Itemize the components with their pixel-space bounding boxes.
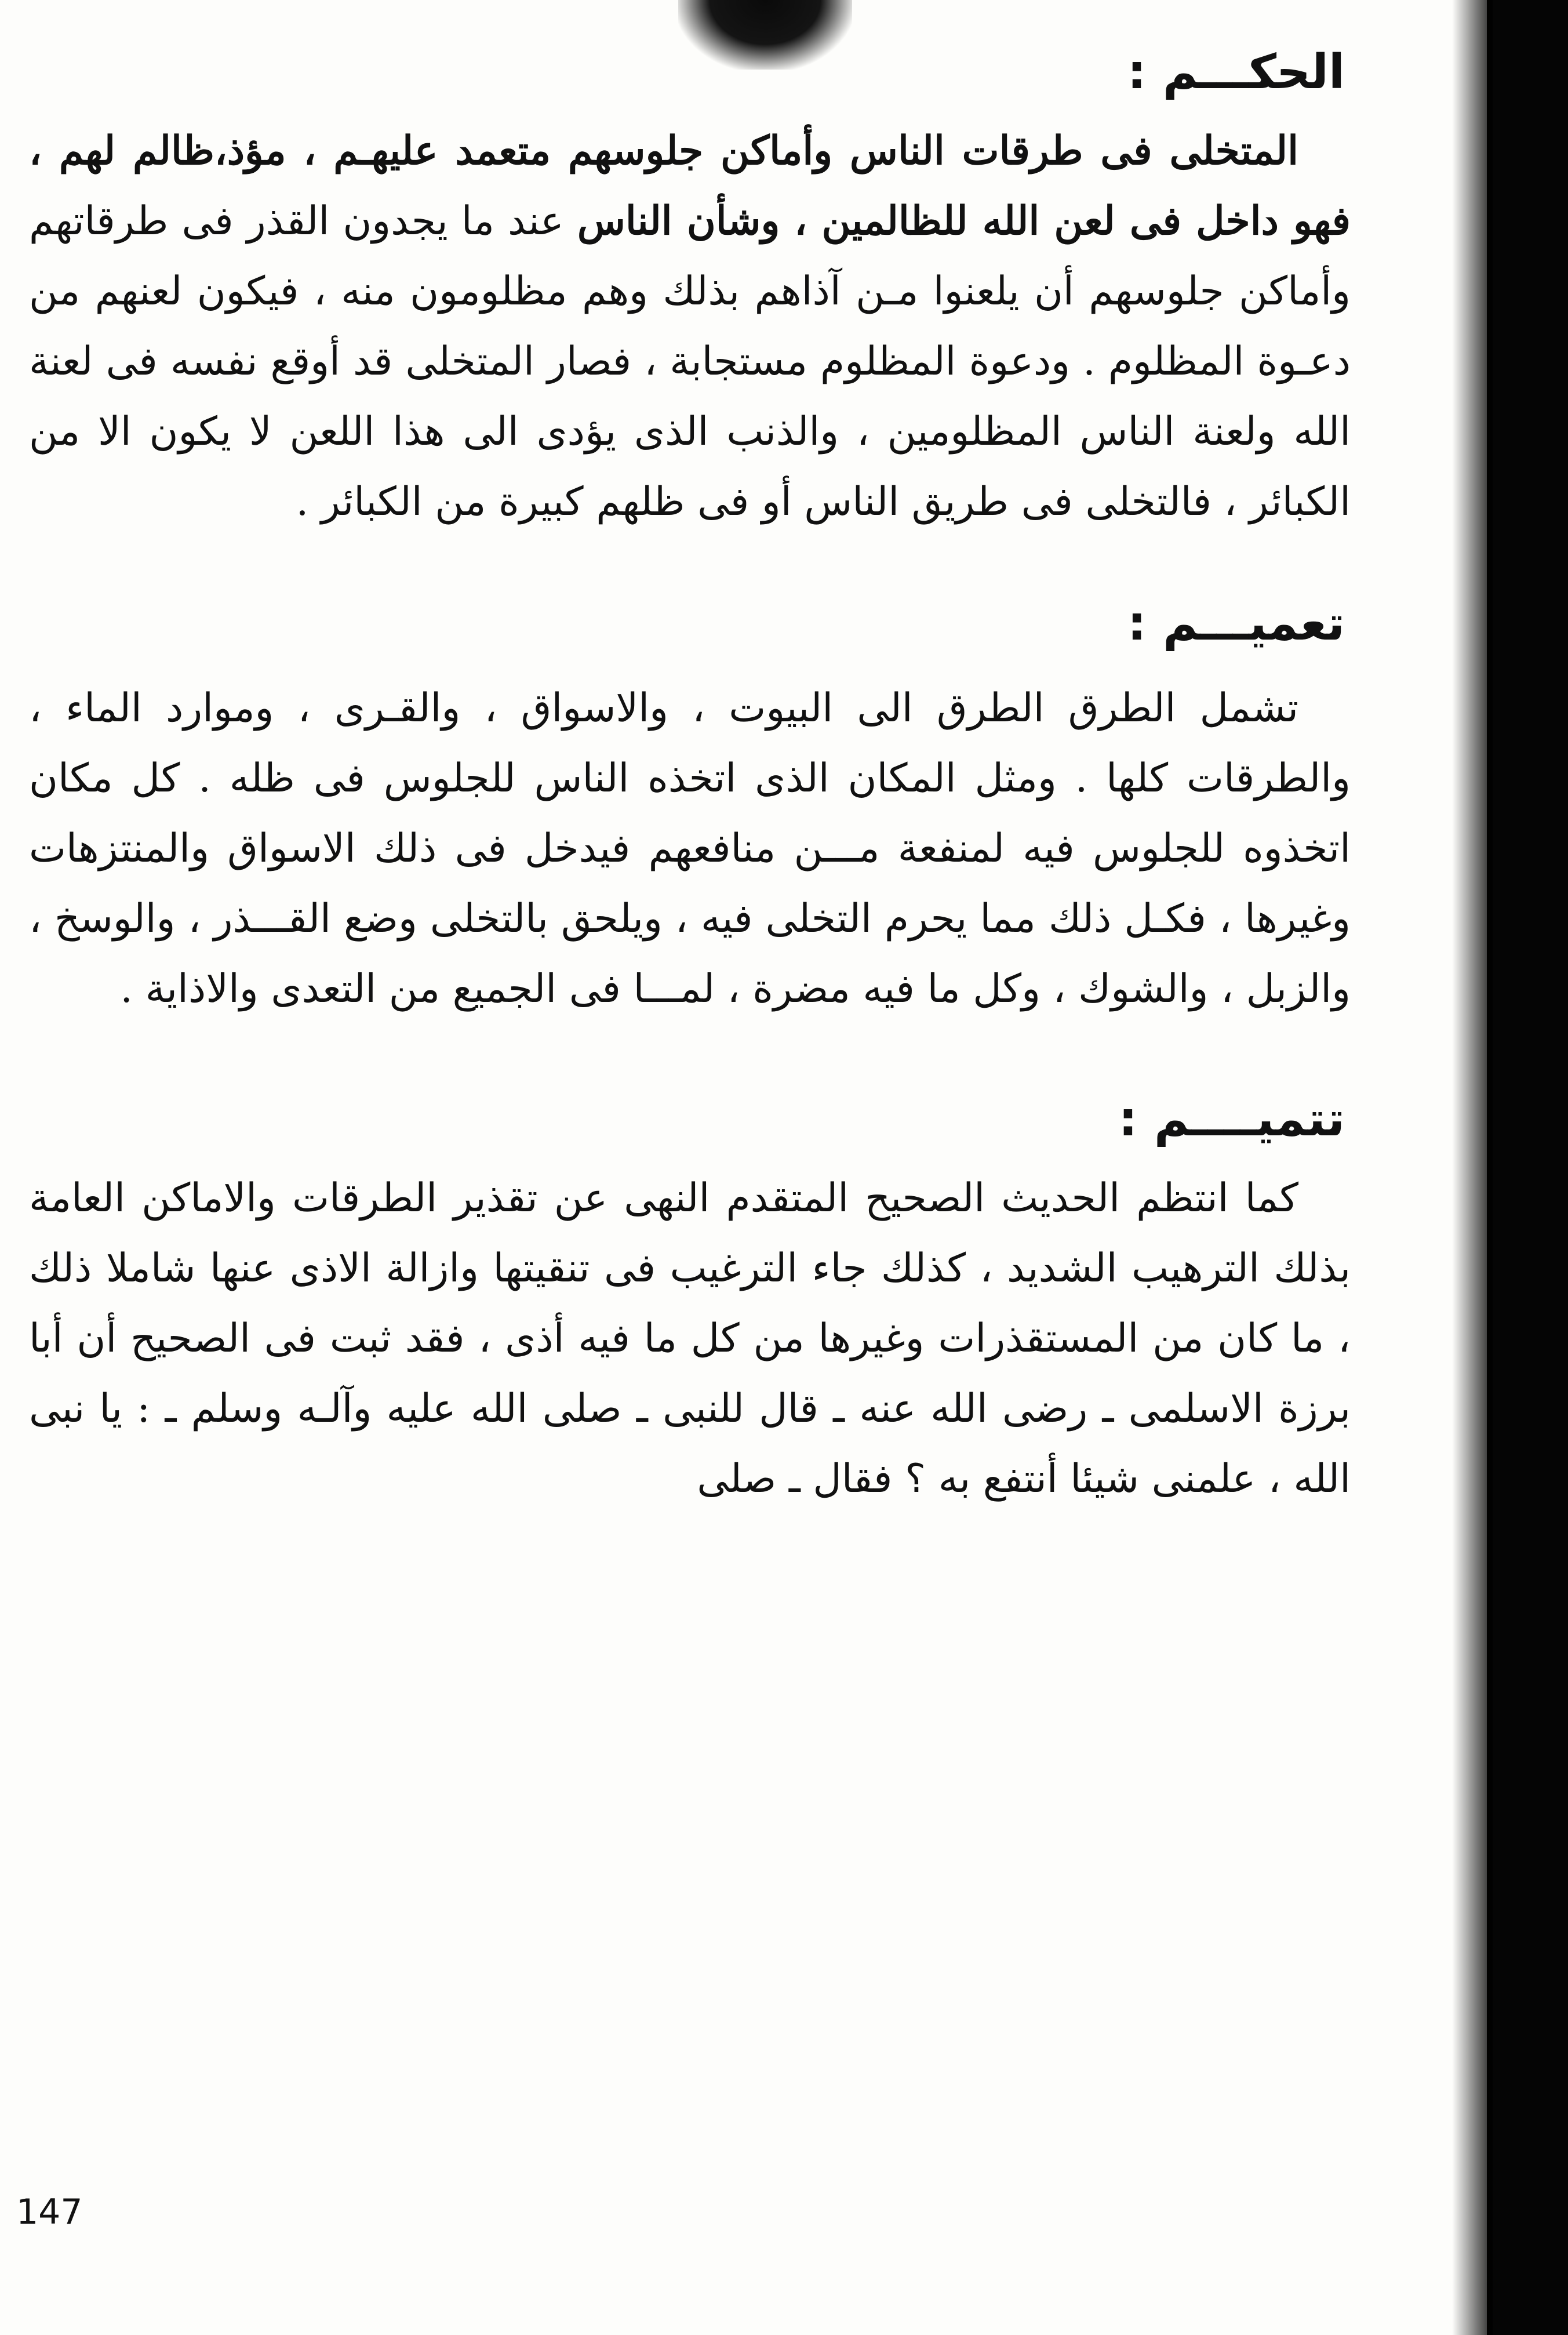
section-paragraph-generalization: تشمل الطرق الطرق الى البيوت ، والاسواق ، والقـرى ، وموارد الماء ، والطرقات كلها . ومثل المكان الذى اتخذه الناس للجلوس فى ظله . كل مكان اتخذوه للجلوس فيه لمنفعة مـــن منافعهم فيدخل فى ذلك الاسواق والمنتزهات وغيرها ، فكـل ذلك مما يحرم التخلى فيه ، ويلحق بالتخلى وضع القـــذر ، والوسخ ، والزبل ، والشوك ، وكل ما فيه مضرة ، لمـــا فى الجميع من التعدى والاذاية . [29, 685, 1351, 1012]
section-heading-generalization: تعميـــم : [1127, 596, 1345, 651]
section-paragraph-completion: كما انتظم الحديث الصحيح المتقدم النهى عن تقذير الطرقات والاماكن العامة بذلك الترهيب الشديد ، كذلك جاء الترغيب فى تنقيتها وازالة الاذى عنها شاملا ذلك ، ما كان من المستقذرات وغيرها من كل ما فيه أذى ، فقد ثبت فى الصحيح أن أبا برزة الاسلمى ـ رضى الله عنه ـ قال للنبى ـ صلى الله عليه وآلـه وسلم ـ : يا نبى الله ، علمنى شيئا أنتفع به ؟ فقال ـ صلى [29, 1175, 1351, 1502]
paragraph-body: عند ما يجدون القذر فى طرقاتهم وأماكن جلوسهم أن يلعنوا مـن آذاهم بذلك وهم مظلومون منه ، فيكون لعنهم من دعـوة المظلوم . ودعوة المظلوم مستجابة ، فصار المتخلى قد أوقع نفسه فى لعنة الله ولعنة الناس المظلومين ، والذنب الذى يؤدى الى هذا اللعن لا يكون الا من الكبائر ، فالتخلى فى طريق الناس أو فى ظلهم كبيرة من الكبائر . [29, 198, 1351, 525]
scan-edge-shadow [1487, 0, 1568, 2335]
page-content [29, 41, 1351, 1514]
section-paragraph-ruling [29, 116, 1351, 537]
page-number: 147 [16, 2192, 83, 2232]
section-heading-completion: تتميــــم : [1118, 1092, 1345, 1147]
section-heading-ruling: الحكـــم : [1127, 45, 1345, 100]
paragraph-lead-bold: المتخلى فى طرقات الناس وأماكن جلوسهم متعمد عليهـم ، مؤذ،ظالم لهم ، فهو داخل فى لعن الله للظالمين ، وشأن الناس [29, 128, 1351, 244]
